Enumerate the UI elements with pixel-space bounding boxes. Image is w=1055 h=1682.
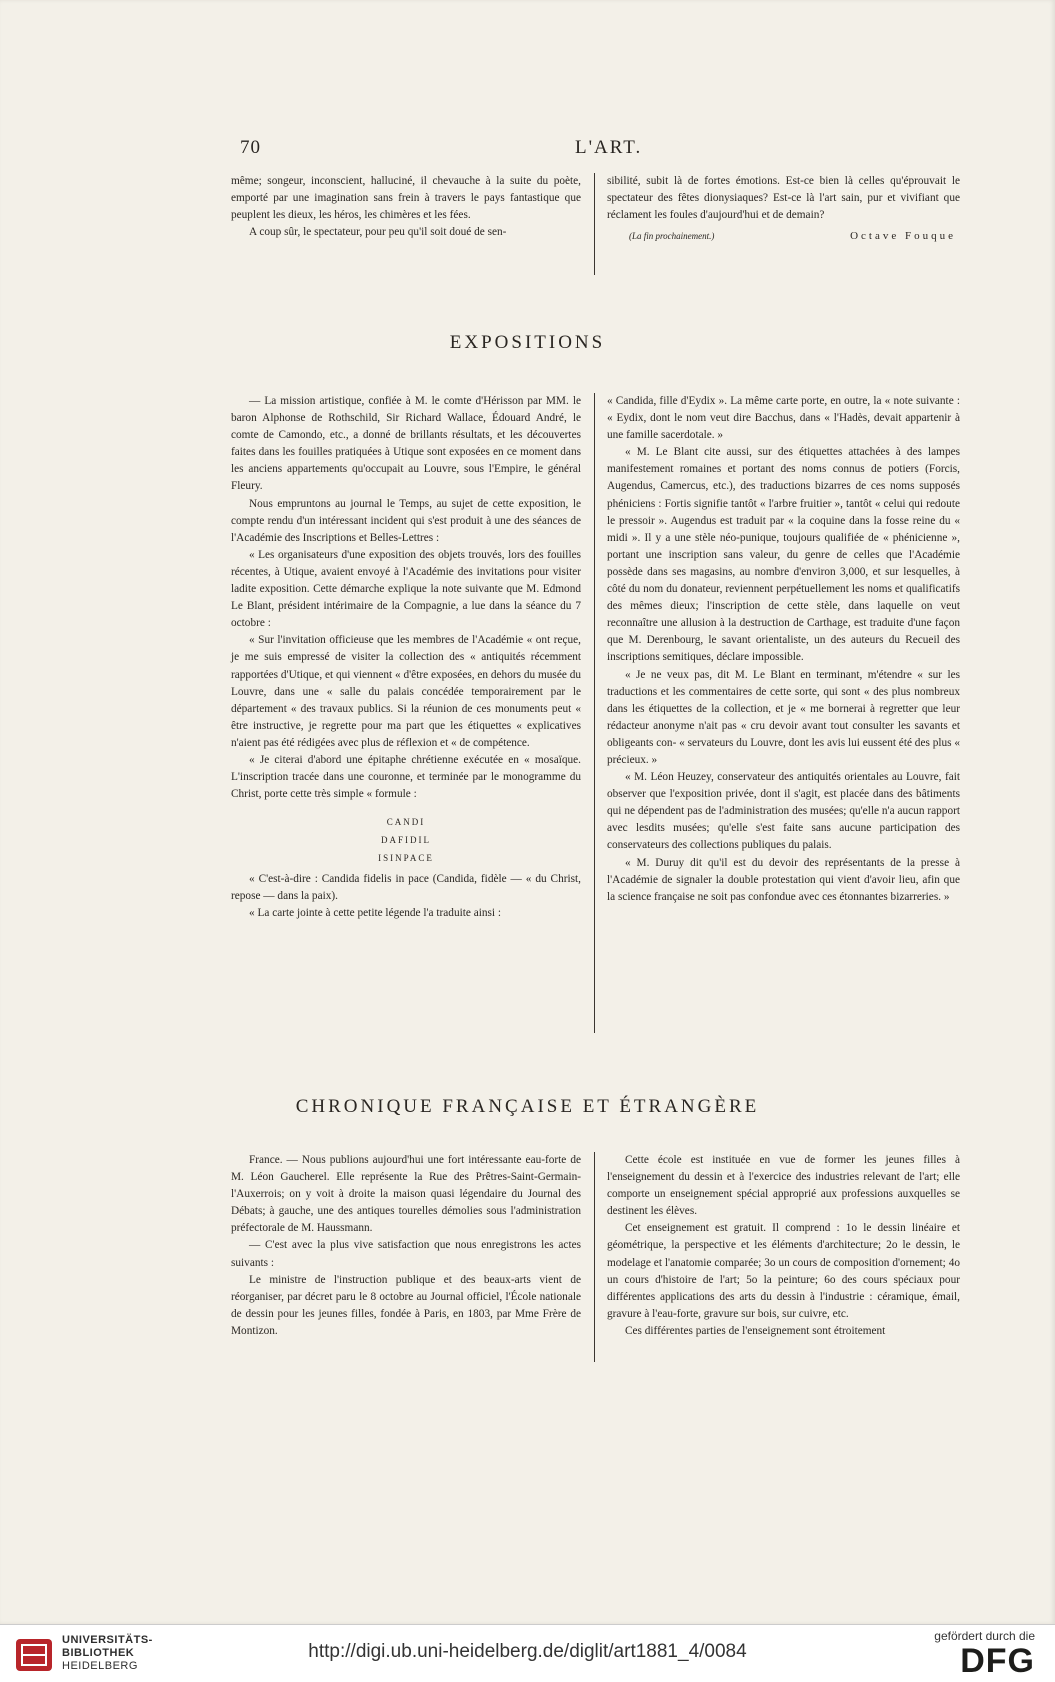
- column-rule: [594, 173, 595, 275]
- top-right-column: [607, 173, 960, 245]
- footer-bar: [0, 1624, 1055, 1682]
- paragraph: Ces différentes parties de l'enseignement sont étroitement: [625, 1324, 886, 1337]
- paragraph: « M. Duruy dit qu'il est du devoir des représentants de la presse à l'Académie de signaler la double protestation qui vient d'avoir lieu, afin que la science française ne soit pas confondue avec ces étonnantes bizarreries. »: [607, 856, 960, 903]
- expositions-left-column: [231, 393, 581, 923]
- paragraph: « La carte jointe à cette petite légende l'a traduite ainsi :: [249, 907, 502, 920]
- funding-note: gefördert durch die: [934, 1629, 1035, 1643]
- paragraph: « Les organisateurs d'une exposition des objets trouvés, lors des fouilles récentes, à Utique, avaient envoyé à l'Académie des invitations pour visiter ladite exposition. Cette démarche explique la note suivante que M. Edmond Le Blant, président intérimaire de la Compagnie, a lue dans la séance du 7 octobre :: [231, 548, 581, 630]
- paragraph: Nous empruntons au journal le Temps, au sujet de cette exposition, le compte rendu d'un intéressant incident qui s'est produit à une des séances de l'Académie des Inscriptions et Belles-Lettres :: [231, 497, 581, 544]
- inscription-line: ISINPACE: [378, 853, 434, 864]
- paragraph: A coup sûr, le spectateur, pour peu qu'il soit doué de sen-: [249, 226, 507, 239]
- column-rule: [594, 1152, 595, 1362]
- paragraph: « M. Le Blant cite aussi, sur des étiquettes attachées à des lampes manifestement romaines et portant des noms connus de potiers (Forcis, Augendus, Camercus, etc.), des traductions bizarres de ces noms supposés phéniciens : Fortis signifie tantôt « l'arbre fruitier », tantôt « celui qui redoute le pressoir ». Augendus est traduit par « la coquine dans la fosse reine du « midi ». Il y a une stèle néo-punique, toujours qualifiée de « phénicienne », portant une inscription sans valeur, du genre de celles que l'Académie possède dans ses magasins, au nombre d'environ 3,000, et sur lesquelles, à côté du nom du donateur, reviennent perpétuellement les noms et qualificatifs des mêmes dieux; l'inscription de cette stèle, dans laquelle on veut reconnaître une allusion à la destruction de Carthage, est traduite d'une façon que M. Derenbourg, le savant orientaliste, un des auteurs du Recueil des inscriptions semitiques, déclare impossible.: [607, 446, 960, 664]
- running-title: L'ART.: [575, 137, 643, 158]
- paragraph: — La mission artistique, confiée à M. le comte d'Hérisson par MM. le baron Alphonse de Rothschild, Sir Richard Wallace, Édouard André, le comte de Camondo, etc., a donné de brillants résultats, et les découvertes faites dans les fouilles pratiquées à Utique sont exposées en ce moment dans les anciens appartements qu'occupait au Louvre, sous l'Empire, le général Fleury.: [231, 395, 581, 493]
- top-left-column: [231, 173, 581, 241]
- continuation-note: (La fin prochainement.): [629, 231, 715, 242]
- library-name-line: BIBLIOTHEK: [62, 1647, 135, 1659]
- paragraph: France. — Nous publions aujourd'hui une fort intéressante eau-forte de M. Léon Gaucherel. Elle représente la Rue des Prêtres-Saint-Germain-l'Auxerrois; on y voit à droite la maison quasi légendaire du Journal des Débats; à gauche, une des antiques tourelles démolies sous l'administration préfectorale de M. Haussmann.: [231, 1154, 581, 1235]
- inscription: [231, 813, 581, 867]
- column-rule: [594, 393, 595, 1033]
- paragraph: Cet enseignement est gratuit. Il comprend : 1o le dessin linéaire et géométrique, la perspective et les éléments d'architecture; 2o le dessin, le modelage et l'anatomie comparée; 3o un cours de composition d'ornement; 4o un cours d'histoire de l'art; 5o la peinture; 6o des cours spéciaux pour différentes applications des arts du dessin à l'industrie : céramique, émail, gravure à l'eau-forte, gravure sur bois, sur cuivre, etc.: [607, 1222, 960, 1320]
- paragraph: « Candida, fille d'Eydix ». La même carte porte, en outre, la « note suivante : « Eydix, dont le nom veut dire Bacchus, dans « l'Hadès, devait appartenir à une famille sacerdotale. »: [607, 395, 960, 442]
- paragraph: « C'est-à-dire : Candida fidelis in pace (Candida, fidèle — « du Christ, repose — dans la paix).: [231, 873, 581, 903]
- paragraph: « Sur l'invitation officieuse que les membres de l'Académie « ont reçue, je me suis empressé de visiter la collection des « antiquités récemment rapportées d'Utique, et qui viennent « d'être exposées, en dehors du musée du Louvre, dans une « salle du palais concédée temporairement par le département « des travaux publics. Si la réunion de ces monuments peut « être instructive, je regrette pour ma part que les étiquettes « explicatives n'aient pas été rédigées avec plus de réflexion et « de compétence.: [231, 634, 581, 749]
- section-title-chronique: CHRONIQUE FRANÇAISE ET ÉTRANGÈRE: [295, 1096, 760, 1117]
- inscription-line: DAFIDIL: [381, 835, 431, 846]
- paragraph: « M. Léon Heuzey, conservateur des antiquités orientales au Louvre, fait observer que l'exposition privée, dont il s'agit, est placée dans des bâtiments qui ne dépendent pas de l'administration des musées; qu'elle n'a aucun rapport avec lesdits musées; qu'elle s'est faite sans aucune participation des conservateurs des collections publiques du palais.: [607, 771, 960, 852]
- library-name-line: HEIDELBERG: [62, 1660, 138, 1672]
- inscription-line: CANDI: [386, 817, 426, 828]
- paragraph: Cette école est instituée en vue de former les jeunes filles à l'enseignement du dessin et à l'exercice des industries relevant de l'art; elle comporte un enseignement spécial approprié aux professions auxquelles se destinent les élèves.: [607, 1154, 960, 1218]
- paragraph: « Je ne veux pas, dit M. Le Blant en terminant, m'étendre « sur les traductions et les commentaires de cette sorte, qui sont « des plus nombreux dans les étiquettes de la collection, et je « me bornerai à regretter que leur rédacteur anonyme n'ait pas « cru devoir avant tout consulter les savants et obligeants con- « servateurs du Louvre, dont les avis lui eussent été des plus « précieux. »: [607, 668, 960, 766]
- expositions-right-column: [607, 393, 960, 906]
- section-title-expositions: EXPOSITIONS: [449, 332, 606, 353]
- paragraph: sibilité, subit là de fortes émotions. Est-ce bien là celles qu'éprouvait le spectateur des fêtes dionysiaques? Est-ce là l'art sain, pur et vivifiant que réclament les foules d'aujourd'hui et de demain?: [607, 175, 960, 222]
- dfg-logo: DFG: [960, 1642, 1035, 1680]
- paragraph: Le ministre de l'instruction publique et des beaux-arts vient de réorganiser, par décret paru le 8 octobre au Journal officiel, l'École nationale de dessin pour les jeunes filles, fondée à Paris, en 1803, par Mme Frère de Montizon.: [231, 1273, 581, 1337]
- paragraph: même; songeur, inconscient, halluciné, il chevauche à la suite du poète, emporté par une imagination sans frein à travers le pays fantastique que peuplent les dieux, les héros, les chimères et les fées.: [231, 175, 581, 222]
- paragraph: — C'est avec la plus vive satisfaction que nous enregistrons les actes suivants :: [231, 1239, 581, 1269]
- source-url-link[interactable]: http://digi.ub.uni-heidelberg.de/diglit/art1881_4/0084: [308, 1641, 747, 1662]
- chronique-left-column: [231, 1152, 581, 1340]
- signature: [607, 228, 960, 245]
- author-name: Octave Fouque: [850, 230, 956, 243]
- chronique-right-column: [607, 1152, 960, 1340]
- library-name-line: UNIVERSITÄTS-: [62, 1634, 153, 1646]
- page-number: 70: [240, 137, 261, 158]
- paragraph: « Je citerai d'abord une épitaphe chrétienne exécutée en « mosaïque. L'inscription tracée dans une couronne, et terminée par le monogramme du Christ, porte cette très simple « formule :: [231, 753, 581, 801]
